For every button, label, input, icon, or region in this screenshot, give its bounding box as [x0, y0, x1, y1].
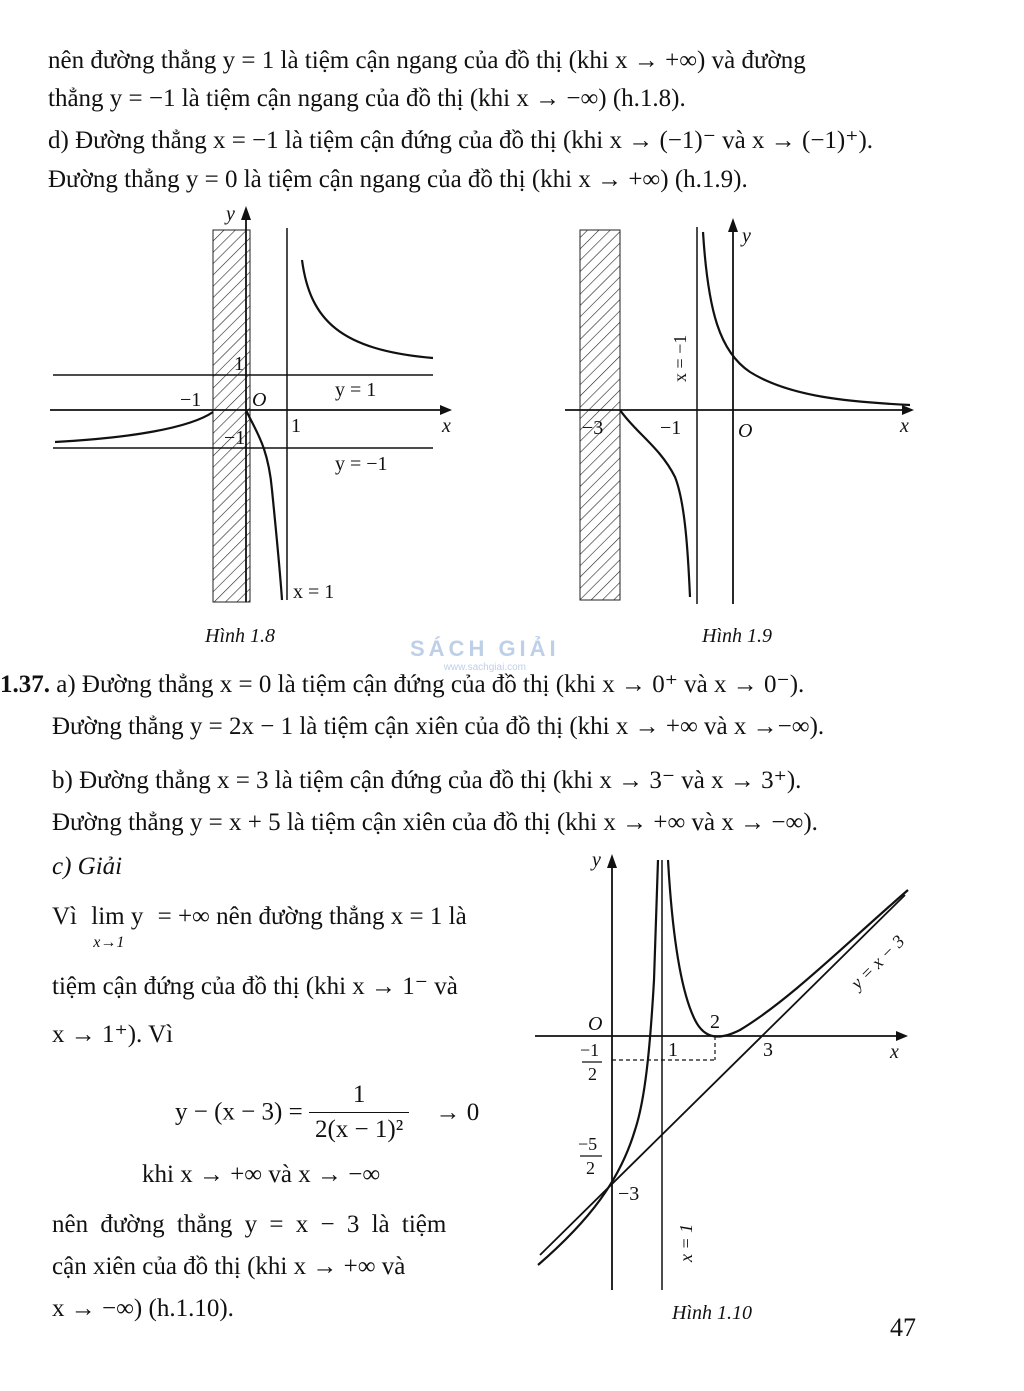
text-c-label: c) Giải [52, 853, 123, 880]
curve-right [302, 260, 433, 358]
frac-neg1-den: 2 [588, 1064, 597, 1084]
axis-y-label: y [742, 225, 751, 247]
tick-2: 2 [710, 1011, 720, 1033]
text-1-37b: b) Đường thẳng x = 3 là tiệm cận đứng của đồ thị (khi x → 3⁻ và x → 3⁺). [52, 767, 802, 794]
origin-label: O [738, 420, 753, 442]
axis-x-label: x [890, 1041, 899, 1063]
figure-1-8 [50, 200, 450, 610]
caption-fig-1-8: Hình 1.8 [205, 625, 275, 647]
hatched-region [580, 230, 620, 600]
text-1-37a: a) Đường thẳng x = 0 là tiệm cận đứng của đồ thị (khi x → 0⁺ và x → 0⁻). [56, 671, 805, 698]
text-c4: nên đường thẳng y = x − 3 là tiệm [52, 1211, 447, 1238]
c1-rest: = +∞ nên đường thẳng x = 1 là [157, 903, 467, 930]
hatched-region [213, 230, 250, 602]
tick-1: 1 [668, 1039, 678, 1061]
tick-neg1: −1 [660, 417, 682, 439]
eq-right: → 0 [435, 1098, 480, 1126]
curve-left [55, 412, 213, 442]
axis-x-label: x [900, 415, 909, 437]
tick-neg3: −3 [618, 1183, 640, 1205]
asym-label-oblique: y = x − 3 [846, 931, 909, 993]
paragraph-1-37a [0, 670, 804, 700]
equation [175, 1078, 479, 1147]
page-number: 47 [890, 1313, 916, 1342]
frac-neg1-num: −1 [580, 1040, 600, 1060]
exercise-number: 1.37. [0, 671, 50, 698]
frac-neg5-den: 2 [586, 1158, 595, 1178]
origin-label: O [252, 389, 267, 411]
eq-left: y − (x − 3) = [175, 1098, 303, 1126]
tick-neg1-x: −1 [180, 389, 202, 411]
text-line-2: thẳng y = −1 là tiệm cận ngang của đồ thị (khi x → −∞) (h.1.8). [48, 85, 686, 112]
curve-middle [246, 410, 282, 600]
text-c5: cận xiên của đồ thị (khi x → +∞ và [52, 1253, 406, 1280]
figure-1-9 [560, 212, 920, 612]
eq-fraction [309, 1078, 409, 1147]
text-line-3: d) Đường thẳng x = −1 là tiệm cận đứng của đồ thị (khi x → (−1)⁻ và x → (−1)⁺). [48, 127, 874, 154]
asym-label-y1: y = 1 [335, 379, 377, 401]
tick-1-y: 1 [234, 353, 244, 375]
text-line-1: nên đường thẳng y = 1 là tiệm cận ngang của đồ thị (khi x → +∞) và đường [48, 47, 806, 74]
eq-condition: khi x → +∞ và x → −∞ [142, 1161, 381, 1188]
text-1-37b-2: Đường thẳng y = x + 5 là tiệm cận xiên của đồ thị (khi x → +∞ và x → −∞). [52, 809, 818, 836]
text-1-37a-2: Đường thẳng y = 2x − 1 là tiệm cận xiên của đồ thị (khi x → +∞ và x →−∞). [52, 713, 825, 740]
text-c1 [52, 902, 467, 951]
c1-word: Vì [52, 903, 77, 930]
axis-y-label: y [592, 849, 601, 871]
asym-label-xneg1: x = −1 [670, 334, 690, 382]
text-c3: x → 1⁺). Vì [52, 1021, 174, 1048]
origin-label: O [588, 1013, 603, 1035]
frac-neg5-num: −5 [578, 1134, 598, 1154]
figure-1-10 [530, 850, 920, 1295]
axis-y-label: y [226, 203, 235, 225]
watermark: SÁCH GIẢI www.sachgiai.com [410, 636, 560, 673]
text-c6: x → −∞) (h.1.10). [52, 1295, 234, 1322]
text-c2: tiệm cận đứng của đồ thị (khi x → 1⁻ và [52, 973, 458, 1000]
limit-symbol: lim y [91, 903, 144, 930]
eq-denominator: 2(x − 1)² [314, 1116, 404, 1143]
eq-numerator: 1 [309, 1078, 409, 1113]
tick-3: 3 [763, 1039, 773, 1061]
axis-x-label: x [442, 415, 451, 437]
asym-label-x1: x = 1 [676, 1223, 696, 1262]
asym-label-yneg1: y = −1 [335, 453, 388, 475]
tick-neg1-y: −1 [224, 427, 246, 449]
tick-1-x: 1 [291, 415, 301, 437]
asym-label-x1: x = 1 [293, 581, 335, 603]
limit-expression [91, 902, 144, 951]
text-line-4: Đường thẳng y = 0 là tiệm cận ngang của đồ thị (khi x → +∞) (h.1.9). [48, 166, 748, 193]
tick-neg3: −3 [582, 417, 604, 439]
curve-right [703, 232, 910, 405]
caption-fig-1-9: Hình 1.9 [702, 625, 772, 647]
limit-subscript: x→1 [93, 934, 125, 951]
caption-fig-1-10: Hình 1.10 [672, 1302, 752, 1324]
